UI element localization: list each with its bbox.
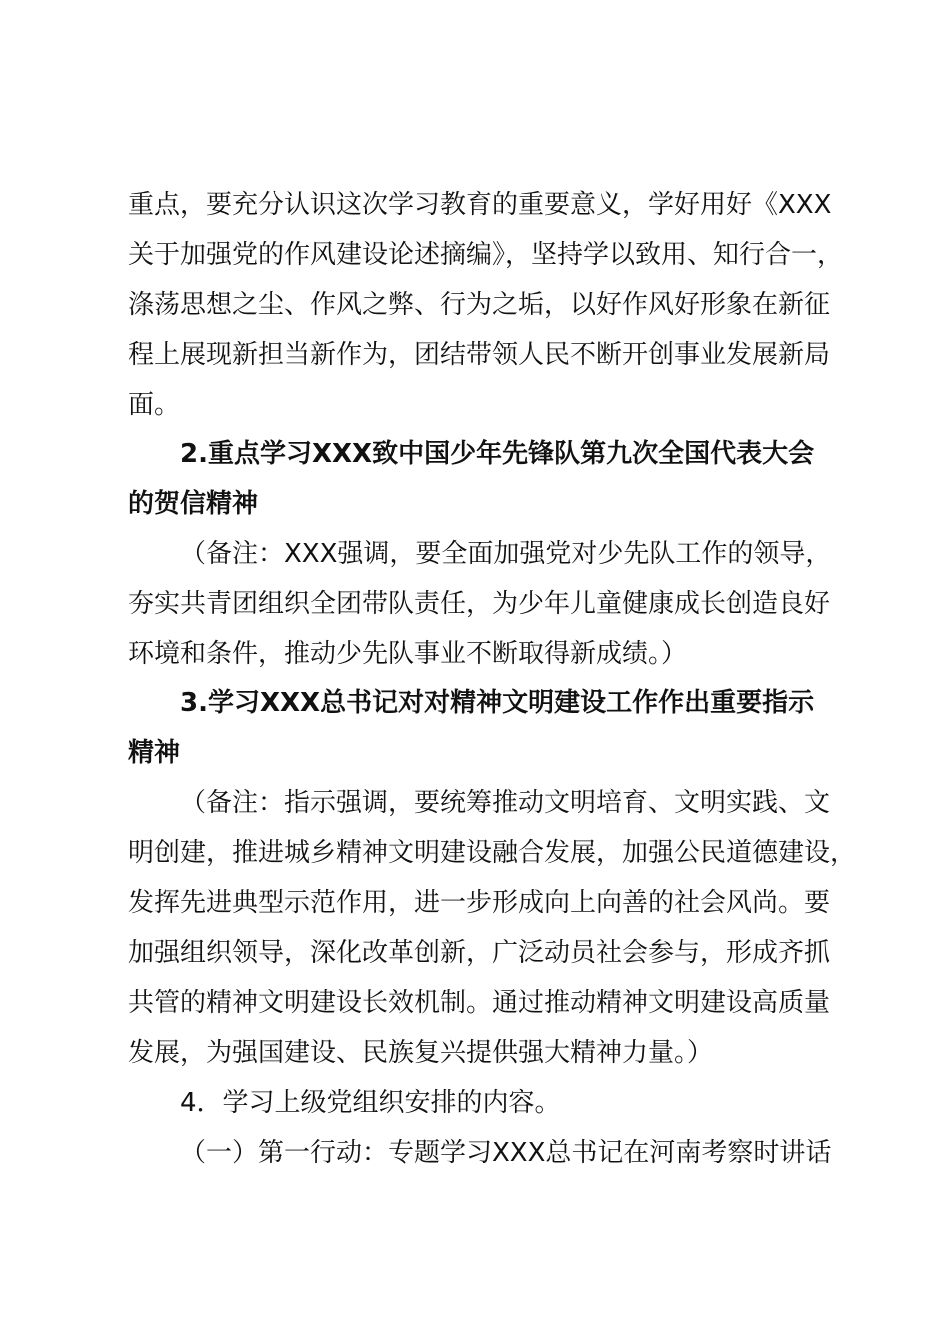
paragraph-1-line-4: 程上展现新担当新作为，团结带领人民不断开创事业发展新局: [128, 340, 831, 370]
heading-2-line-1: 2.重点学习XXX致中国少年先锋队第九次全国代表大会: [180, 439, 815, 469]
note-2-line-2: 夯实共青团组织全团带队责任，为少年儿童健康成长创造良好: [128, 589, 831, 619]
note-3-line-6: 发展，为强国建设、民族复兴提供强大精神力量。）: [128, 1038, 714, 1068]
heading-3-line-2: 精神: [128, 738, 181, 768]
heading-2-line-2: 的贺信精神: [128, 489, 259, 519]
note-2-line-1: （备注：XXX强调，要全面加强党对少先队工作的领导，: [180, 539, 832, 569]
note-3-line-1: （备注：指示强调，要统筹推动文明培育、文明实践、文: [180, 788, 831, 818]
paragraph-1-line-5: 面。: [128, 390, 181, 420]
paragraph-1-line-2: 关于加强党的作风建设论述摘编》，坚持学以致用、知行合一，: [128, 240, 844, 270]
section-1-line: （一）第一行动：专题学习XXX总书记在河南考察时讲话: [180, 1138, 832, 1168]
note-3-line-5: 共管的精神文明建设长效机制。通过推动精神文明建设高质量: [128, 988, 831, 1018]
paragraph-1-line-1: 重点，要充分认识这次学习教育的重要意义，学好用好《XXX: [128, 190, 832, 220]
item-4-line: 4．学习上级党组织安排的内容。: [180, 1088, 561, 1118]
note-2-line-3: 环境和条件，推动少先队事业不断取得新成绩。）: [128, 639, 688, 669]
paragraph-1-line-3: 涤荡思想之尘、作风之弊、行为之垢，以好作风好形象在新征: [128, 290, 831, 320]
note-3-line-3: 发挥先进典型示范作用，进一步形成向上向善的社会风尚。要: [128, 888, 831, 918]
heading-3-line-1: 3.学习XXX总书记对对精神文明建设工作作出重要指示: [180, 688, 815, 718]
note-3-line-4: 加强组织领导，深化改革创新，广泛动员社会参与，形成齐抓: [128, 938, 831, 968]
note-3-line-2: 明创建，推进城乡精神文明建设融合发展，加强公民道德建设，: [128, 838, 857, 868]
